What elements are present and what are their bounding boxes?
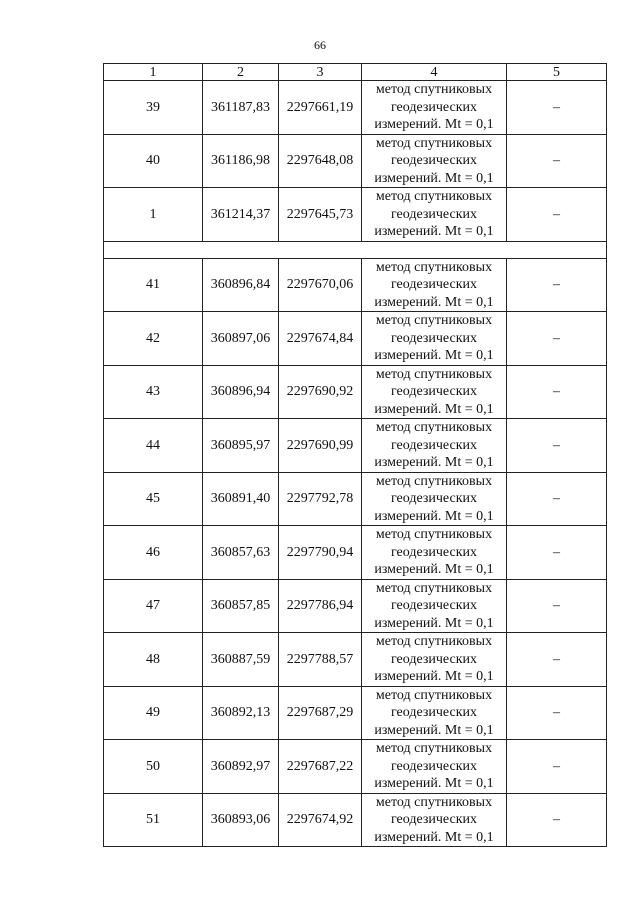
method-cell	[362, 579, 507, 633]
y-coordinate-cell: 2297687,22	[279, 740, 362, 794]
x-coordinate-cell: 360893,06	[203, 793, 279, 847]
method-line: геодезических	[390, 330, 477, 346]
header-cell-4: 4	[362, 64, 507, 81]
method-line: геодезических	[390, 758, 477, 774]
point-number-cell: 44	[104, 419, 203, 473]
y-coordinate-cell: 2297648,08	[279, 134, 362, 188]
table-row	[104, 134, 607, 188]
method-line: метод спутниковых	[375, 135, 493, 151]
x-coordinate-cell: 360887,59	[203, 633, 279, 687]
note-cell: –	[507, 793, 607, 847]
method-cell	[362, 81, 507, 135]
y-coordinate-cell: 2297661,19	[279, 81, 362, 135]
note-cell: –	[507, 686, 607, 740]
note-cell: –	[507, 365, 607, 419]
method-line: измерений. Mt = 0,1	[374, 776, 494, 791]
table-row	[104, 312, 607, 366]
method-line: геодезических	[390, 812, 477, 827]
method-line: измерений. Mt = 0,1	[374, 401, 494, 417]
x-coordinate-cell: 361214,37	[203, 188, 279, 242]
note-cell: –	[507, 740, 607, 794]
y-coordinate-cell: 2297786,94	[279, 579, 362, 633]
point-number-cell: 46	[104, 526, 203, 580]
method-line: метод спутниковых	[375, 527, 493, 542]
x-coordinate-cell: 360896,94	[203, 365, 279, 419]
x-coordinate-cell: 361187,83	[203, 81, 279, 135]
method-line: измерений. Mt = 0,1	[374, 294, 494, 310]
y-coordinate-cell: 2297690,92	[279, 365, 362, 419]
method-line: измерений. Mt = 0,1	[374, 562, 494, 577]
table-row	[104, 740, 607, 794]
method-line: измерений. Mt = 0,1	[374, 170, 494, 186]
table-row	[104, 793, 607, 847]
method-cell	[362, 526, 507, 580]
table-header-row	[104, 64, 607, 81]
point-number-cell: 43	[104, 365, 203, 419]
method-line: метод спутниковых	[375, 259, 493, 275]
point-number-cell: 1	[104, 188, 203, 242]
table-row	[104, 579, 607, 633]
x-coordinate-cell: 360895,97	[203, 419, 279, 473]
method-line: геодезических	[390, 544, 477, 560]
method-line: измерений. Mt = 0,1	[374, 117, 494, 132]
method-line: геодезических	[390, 651, 477, 667]
note-cell: –	[507, 188, 607, 242]
method-line: метод спутниковых	[375, 420, 493, 435]
table-row	[104, 472, 607, 526]
table-row	[104, 633, 607, 687]
method-line: метод спутниковых	[375, 313, 493, 328]
y-coordinate-cell: 2297674,84	[279, 312, 362, 366]
note-cell: –	[507, 472, 607, 526]
method-cell	[362, 740, 507, 794]
table-row	[104, 526, 607, 580]
x-coordinate-cell: 360857,63	[203, 526, 279, 580]
method-line: геодезических	[390, 99, 477, 115]
table-row	[104, 365, 607, 419]
x-coordinate-cell: 361186,98	[203, 134, 279, 188]
method-cell	[362, 686, 507, 740]
method-line: метод спутниковых	[375, 741, 493, 756]
method-line: метод спутниковых	[375, 82, 493, 97]
method-cell	[362, 365, 507, 419]
y-coordinate-cell: 2297792,78	[279, 472, 362, 526]
method-line: измерений. Mt = 0,1	[374, 615, 494, 631]
point-number-cell: 45	[104, 472, 203, 526]
point-number-cell: 47	[104, 579, 203, 633]
point-number-cell: 40	[104, 134, 203, 188]
method-line: метод спутниковых	[375, 687, 493, 703]
y-coordinate-cell: 2297687,29	[279, 686, 362, 740]
method-line: геодезических	[390, 277, 477, 292]
method-line: геодезических	[390, 153, 477, 168]
y-coordinate-cell: 2297690,99	[279, 419, 362, 473]
table-row	[104, 419, 607, 473]
method-line: метод спутниковых	[375, 794, 493, 810]
note-cell: –	[507, 419, 607, 473]
y-coordinate-cell: 2297645,73	[279, 188, 362, 242]
x-coordinate-cell: 360896,84	[203, 258, 279, 312]
x-coordinate-cell: 360892,97	[203, 740, 279, 794]
method-line: метод спутниковых	[375, 580, 493, 596]
separator-cell	[104, 241, 607, 258]
method-line: измерений. Mt = 0,1	[374, 508, 494, 524]
method-line: геодезических	[390, 206, 477, 222]
point-number-cell: 49	[104, 686, 203, 740]
method-line: измерений. Mt = 0,1	[374, 224, 494, 239]
method-cell	[362, 633, 507, 687]
page-number: 66	[314, 38, 326, 52]
y-coordinate-cell: 2297674,92	[279, 793, 362, 847]
point-number-cell: 39	[104, 81, 203, 135]
table-row	[104, 81, 607, 135]
method-line: геодезических	[390, 384, 477, 399]
point-number-cell: 42	[104, 312, 203, 366]
y-coordinate-cell: 2297788,57	[279, 633, 362, 687]
note-cell: –	[507, 526, 607, 580]
header-cell-1: 1	[104, 64, 203, 81]
header-cell-5: 5	[507, 64, 607, 81]
method-cell	[362, 419, 507, 473]
method-line: метод спутниковых	[375, 366, 493, 382]
method-cell	[362, 258, 507, 312]
method-line: измерений. Mt = 0,1	[374, 348, 494, 363]
method-cell	[362, 312, 507, 366]
x-coordinate-cell: 360892,13	[203, 686, 279, 740]
y-coordinate-cell: 2297790,94	[279, 526, 362, 580]
table-row	[104, 258, 607, 312]
point-number-cell: 51	[104, 793, 203, 847]
method-line: геодезических	[390, 598, 477, 613]
y-coordinate-cell: 2297670,06	[279, 258, 362, 312]
method-line: измерений. Mt = 0,1	[374, 722, 494, 738]
header-cell-2: 2	[203, 64, 279, 81]
table-row	[104, 188, 607, 242]
separator-row	[104, 241, 607, 258]
coordinates-table-body	[104, 64, 607, 847]
method-cell	[362, 188, 507, 242]
x-coordinate-cell: 360891,40	[203, 472, 279, 526]
method-line: измерений. Mt = 0,1	[374, 455, 494, 470]
method-line: геодезических	[390, 705, 477, 720]
method-line: геодезических	[390, 491, 477, 506]
method-line: метод спутниковых	[375, 634, 493, 649]
note-cell: –	[507, 134, 607, 188]
method-line: измерений. Mt = 0,1	[374, 829, 494, 845]
note-cell: –	[507, 579, 607, 633]
point-number-cell: 50	[104, 740, 203, 794]
coordinates-table	[103, 63, 607, 847]
method-line: метод спутниковых	[375, 189, 493, 204]
method-line: измерений. Mt = 0,1	[374, 669, 494, 684]
method-line: метод спутниковых	[375, 473, 493, 489]
method-cell	[362, 793, 507, 847]
table-row	[104, 686, 607, 740]
note-cell: –	[507, 81, 607, 135]
note-cell: –	[507, 258, 607, 312]
header-cell-3: 3	[279, 64, 362, 81]
point-number-cell: 41	[104, 258, 203, 312]
method-cell	[362, 134, 507, 188]
point-number-cell: 48	[104, 633, 203, 687]
note-cell: –	[507, 312, 607, 366]
note-cell: –	[507, 633, 607, 687]
x-coordinate-cell: 360857,85	[203, 579, 279, 633]
method-line: геодезических	[390, 437, 477, 453]
method-cell	[362, 472, 507, 526]
x-coordinate-cell: 360897,06	[203, 312, 279, 366]
